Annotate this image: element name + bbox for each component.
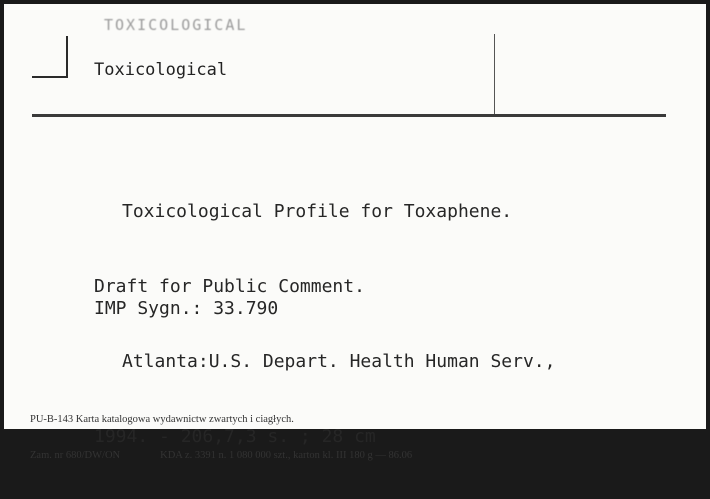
bracket-mark-vertical	[66, 36, 68, 78]
header-divider	[494, 34, 495, 114]
subject-heading: Toxicological	[94, 60, 228, 80]
entry-title-line: Toxicological Profile for Toxaphene.	[122, 201, 513, 222]
footer-print-info: KDA z. 3391 n. 1 080 000 szt., karton kl. III 180 g — 86.06	[160, 450, 413, 461]
catalog-card	[4, 4, 706, 461]
entry-physical-description-line: 1994. - 206,7,3 s. ; 28 cm	[94, 426, 376, 447]
call-number: IMP Sygn.: 33.790	[94, 298, 279, 319]
entry-publication-line: Atlanta:U.S. Depart. Health Human Serv.,	[122, 351, 556, 372]
footer-form-line: PU-B-143 Karta katalogowa wydawnictw zwartych i ciagłych.	[30, 414, 294, 425]
footer-order-number: Zam. nr 680/DW/ON	[30, 450, 121, 461]
entry-subtitle-line: Draft for Public Comment.	[94, 276, 365, 297]
bracket-mark-horizontal	[32, 76, 68, 78]
form-footer	[30, 390, 412, 486]
footer-order-line	[30, 450, 412, 462]
faded-heading: TOXICOLOGICAL	[104, 16, 248, 34]
header-rule	[32, 114, 666, 117]
